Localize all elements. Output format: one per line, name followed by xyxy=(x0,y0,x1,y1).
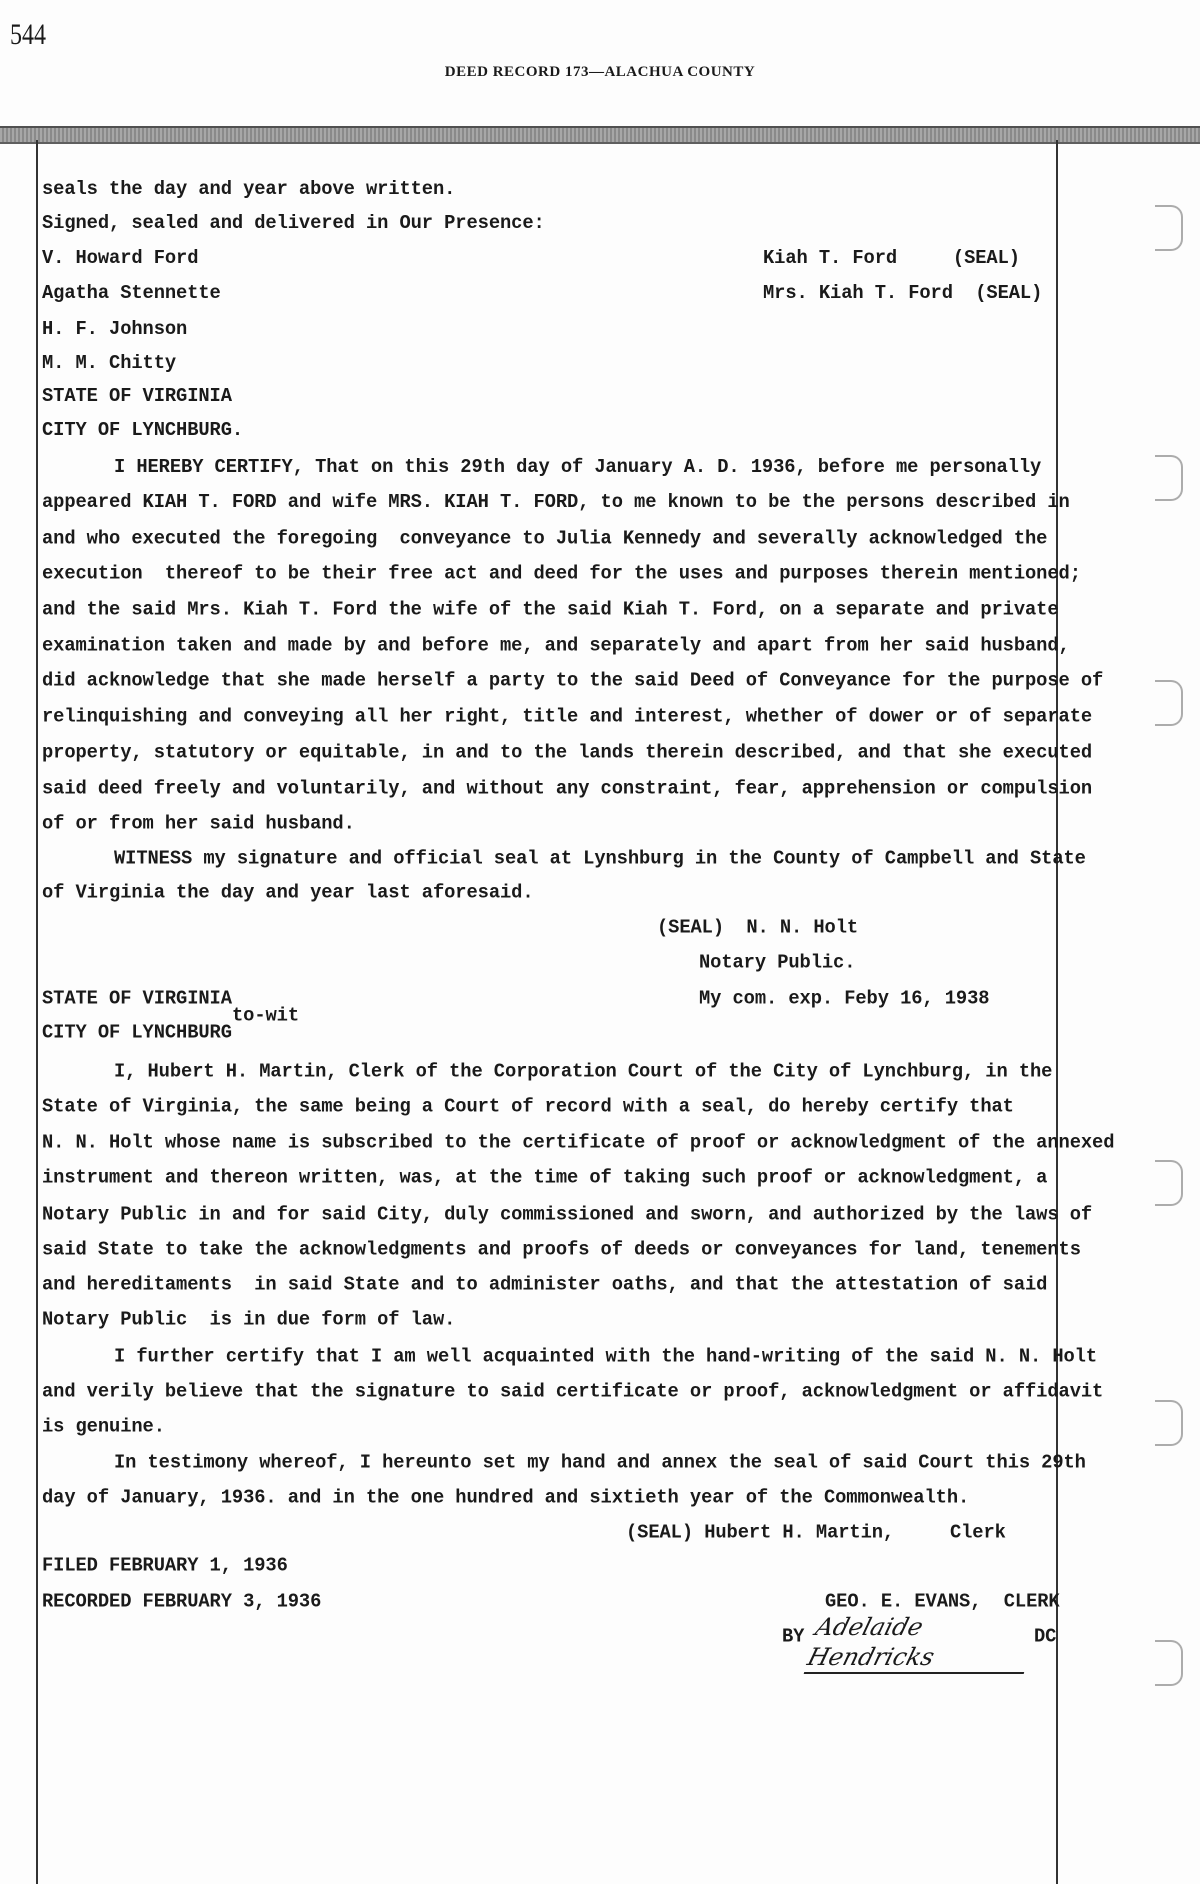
text-line: Signed, sealed and delivered in Our Presence: xyxy=(42,211,545,235)
commission-expiry: My com. exp. Feby 16, 1938 xyxy=(699,986,990,1010)
text-line: day of January, 1936. and in the one hundred and sixtieth year of the Commonwealth. xyxy=(42,1485,970,1509)
right-margin-line xyxy=(1056,140,1058,1884)
text-line: I, Hubert H. Martin, Clerk of the Corporation Court of the City of Lynchburg, in the xyxy=(114,1059,1053,1083)
to-wit: to-wit xyxy=(232,1003,300,1027)
text-line: said deed freely and voluntarily, and without any constraint, fear, apprehension or compulsion xyxy=(42,776,1093,800)
handwritten-signature: Adelaide Hendricks xyxy=(804,1612,1041,1674)
text-line: is genuine. xyxy=(42,1414,165,1438)
witness-name: M. M. Chitty xyxy=(42,351,177,375)
text-line: instrument and thereon written, was, at the time of taking such proof or acknowledgment, a xyxy=(42,1165,1048,1189)
binder-hole-mark xyxy=(1155,680,1183,726)
by-label: BY xyxy=(782,1624,805,1648)
page-header: DEED RECORD 173—ALACHUA COUNTY xyxy=(444,64,756,80)
binder-hole-mark xyxy=(1155,1400,1183,1446)
left-margin-line xyxy=(36,140,38,1884)
text-line: and verily believe that the signature to said certificate or proof, acknowledgment or affidavit xyxy=(42,1379,1104,1403)
binder-hole-mark xyxy=(1155,1640,1183,1686)
header-rule xyxy=(0,126,1200,144)
text-line: WITNESS my signature and official seal at Lynshburg in the County of Campbell and State xyxy=(114,846,1086,870)
text-line: Notary Public in and for said City, duly commissioned and sworn, and authorized by the laws of xyxy=(42,1202,1093,1226)
grantor-signature: Kiah T. Ford (SEAL) xyxy=(763,246,1020,270)
page-number: 544 xyxy=(10,18,46,51)
clerk-signature: (SEAL) Hubert H. Martin, Clerk xyxy=(626,1520,1006,1544)
city-heading: CITY OF LYNCHBURG xyxy=(42,1020,232,1044)
text-line: property, statutory or equitable, in and to the lands therein described, and that she executed xyxy=(42,740,1093,764)
text-line: examination taken and made by and before me, and separately and apart from her said husband, xyxy=(42,633,1070,657)
state-heading: STATE OF VIRGINIA xyxy=(42,986,232,1010)
binder-hole-mark xyxy=(1155,205,1183,251)
text-line: appeared KIAH T. FORD and wife MRS. KIAH T. FORD, to me known to be the persons described in xyxy=(42,490,1070,514)
text-line: In testimony whereof, I hereunto set my hand and annex the seal of said Court this 29th xyxy=(114,1450,1086,1474)
text-line: State of Virginia, the same being a Court of record with a seal, do hereby certify that xyxy=(42,1094,1014,1118)
filed-date: FILED FEBRUARY 1, 1936 xyxy=(42,1553,288,1577)
grantor-signature: Mrs. Kiah T. Ford (SEAL) xyxy=(763,281,1043,305)
witness-name: H. F. Johnson xyxy=(42,317,188,341)
text-line: seals the day and year above written. xyxy=(42,177,456,201)
text-line: said State to take the acknowledgments and proofs of deeds or conveyances for land, tenements xyxy=(42,1237,1081,1261)
text-line: of Virginia the day and year last aforesaid. xyxy=(42,880,534,904)
city-heading: CITY OF LYNCHBURG. xyxy=(42,418,244,442)
text-line: and hereditaments in said State and to administer oaths, and that the attestation of said xyxy=(42,1272,1048,1296)
recorded-date: RECORDED FEBRUARY 3, 1936 xyxy=(42,1589,322,1613)
text-line: did acknowledge that she made herself a party to the said Deed of Conveyance for the purpose of xyxy=(42,668,1104,692)
text-line: I further certify that I am well acquainted with the hand-writing of the said N. N. Holt xyxy=(114,1344,1098,1368)
text-line: I HEREBY CERTIFY, That on this 29th day of January A. D. 1936, before me personally xyxy=(114,455,1042,479)
text-line: and the said Mrs. Kiah T. Ford the wife of the said Kiah T. Ford, on a separate and private xyxy=(42,597,1059,621)
binder-hole-mark xyxy=(1155,1160,1183,1206)
text-line: N. N. Holt whose name is subscribed to the certificate of proof or acknowledgment of the annexed xyxy=(42,1130,1115,1154)
deputy-clerk-label: DC xyxy=(1034,1624,1057,1648)
text-line: execution thereof to be their free act and deed for the uses and purposes therein mentioned; xyxy=(42,561,1081,585)
recording-clerk: GEO. E. EVANS, CLERK xyxy=(825,1589,1060,1613)
text-line: of or from her said husband. xyxy=(42,811,355,835)
binder-hole-mark xyxy=(1155,455,1183,501)
text-line: relinquishing and conveying all her right, title and interest, whether of dower or of separate xyxy=(42,704,1093,728)
notary-title: Notary Public. xyxy=(699,950,856,974)
witness-name: V. Howard Ford xyxy=(42,246,199,270)
witness-name: Agatha Stennette xyxy=(42,281,221,305)
notary-signature: (SEAL) N. N. Holt xyxy=(657,915,859,939)
text-line: and who executed the foregoing conveyance to Julia Kennedy and severally acknowledged the xyxy=(42,526,1048,550)
state-heading: STATE OF VIRGINIA xyxy=(42,384,232,408)
text-line: Notary Public is in due form of law. xyxy=(42,1307,456,1331)
